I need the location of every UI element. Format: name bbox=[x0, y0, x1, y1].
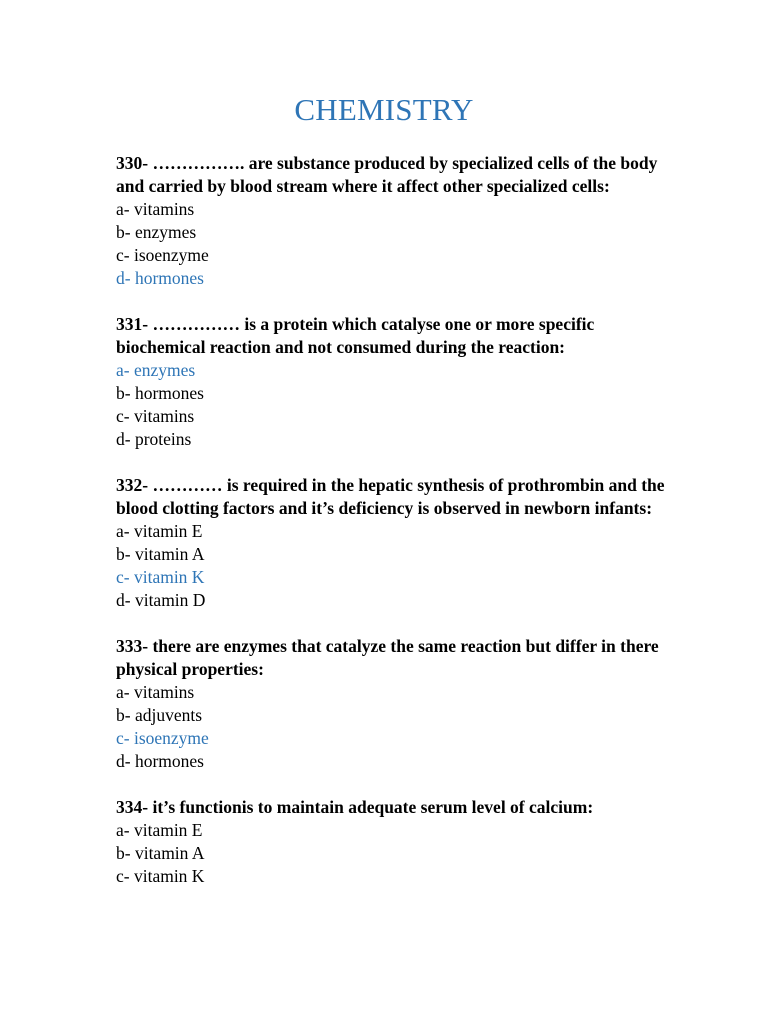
option-a: a- vitamin E bbox=[116, 820, 203, 840]
question-332 bbox=[116, 474, 676, 612]
question-text: 333- there are enzymes that catalyze the same reaction but differ in there physical properties: bbox=[116, 636, 659, 679]
option-c: c- isoenzyme bbox=[116, 245, 209, 265]
question-334 bbox=[116, 796, 676, 888]
option-d: d- proteins bbox=[116, 429, 192, 449]
option-list bbox=[116, 520, 676, 612]
option-c: c- vitamins bbox=[116, 406, 195, 426]
option-list bbox=[116, 359, 676, 451]
option-c: c- vitamin K bbox=[116, 866, 205, 886]
question-text: 330- ……………. are substance produced by specialized cells of the body and carried by blood stream where it affect other specialized cells: bbox=[116, 153, 658, 196]
option-c: c- vitamin K bbox=[116, 567, 205, 587]
option-list bbox=[116, 819, 676, 888]
question-text: 332- ………… is required in the hepatic synthesis of prothrombin and the blood clotting factors and it’s deficiency is observed in newborn infants: bbox=[116, 475, 665, 518]
question-331 bbox=[116, 313, 676, 451]
option-d: d- vitamin D bbox=[116, 590, 206, 610]
option-list bbox=[116, 681, 676, 773]
option-d: d- hormones bbox=[116, 268, 204, 288]
option-b: b- vitamin A bbox=[116, 544, 205, 564]
question-list bbox=[116, 152, 676, 911]
option-list bbox=[116, 198, 676, 290]
question-333 bbox=[116, 635, 676, 773]
option-b: b- enzymes bbox=[116, 222, 197, 242]
question-text: 331- …………… is a protein which catalyse one or more specific biochemical reaction and not consumed during the reaction: bbox=[116, 314, 595, 357]
option-a: a- enzymes bbox=[116, 360, 196, 380]
question-text: 334- it’s functionis to maintain adequate serum level of calcium: bbox=[116, 797, 594, 817]
option-b: b- hormones bbox=[116, 383, 204, 403]
option-a: a- vitamins bbox=[116, 199, 195, 219]
page-title: CHEMISTRY bbox=[294, 92, 474, 127]
option-a: a- vitamins bbox=[116, 682, 195, 702]
option-b: b- adjuvents bbox=[116, 705, 203, 725]
question-330 bbox=[116, 152, 676, 290]
option-a: a- vitamin E bbox=[116, 521, 203, 541]
option-b: b- vitamin A bbox=[116, 843, 205, 863]
option-d: d- hormones bbox=[116, 751, 204, 771]
option-c: c- isoenzyme bbox=[116, 728, 209, 748]
